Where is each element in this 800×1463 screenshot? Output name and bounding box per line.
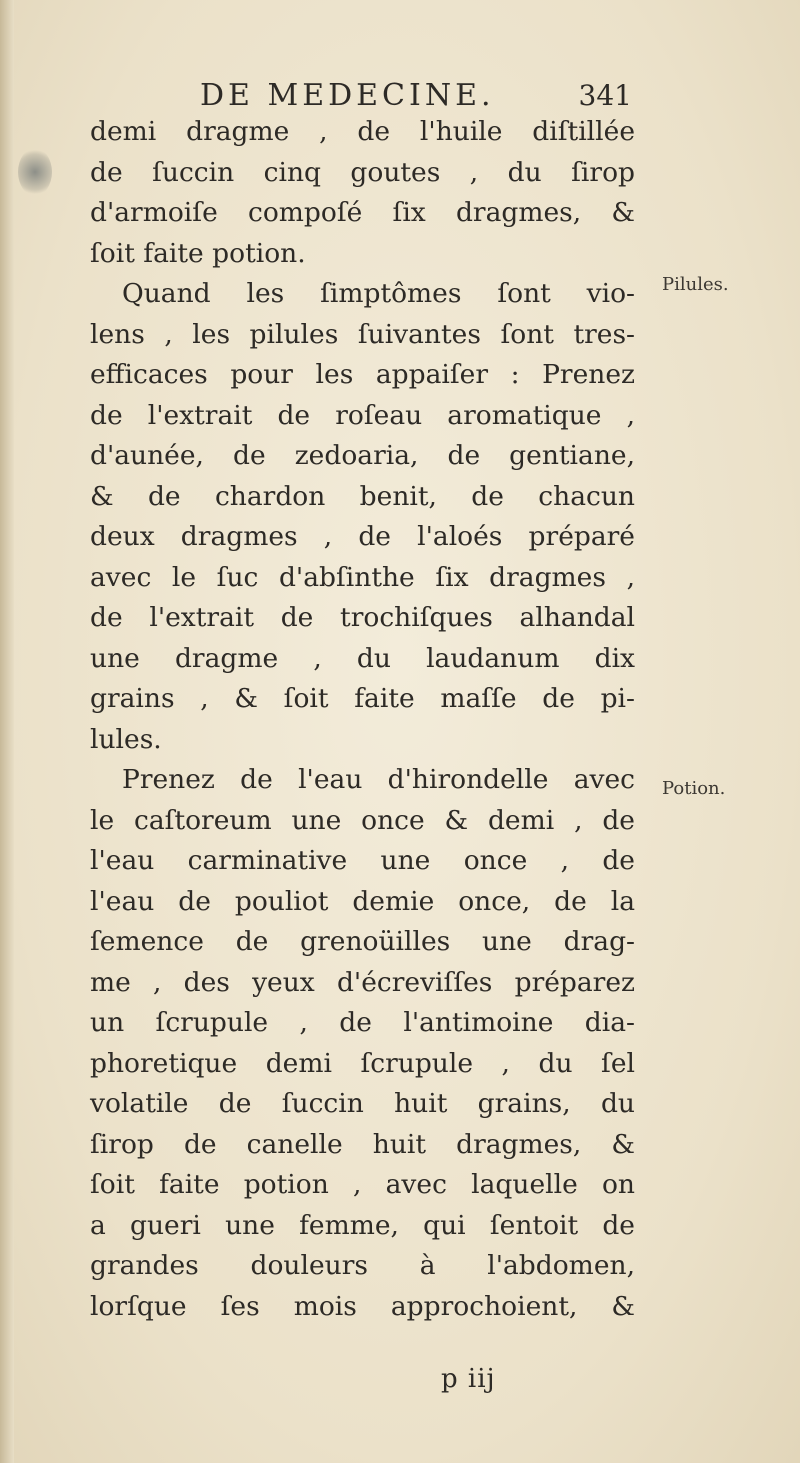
text-line: efficaces pour les appaiſer : Prenez	[90, 359, 635, 390]
text-line: demi dragme , de l'huile diſtillée	[90, 116, 635, 147]
text-line: ſemence de grenoüilles une drag-	[90, 926, 635, 957]
text-line: de l'extrait de roſeau aromatique ,	[90, 399, 635, 431]
running-title: DE MEDECINE.	[200, 78, 495, 113]
text-line: l'eau carminative une once , de	[90, 845, 635, 876]
text-line: Quand les ſimptômes ſont vio-	[122, 278, 635, 309]
text-line: de l'extrait de trochiſques alhandal	[90, 602, 635, 633]
text-line: grains , & ſoit faite maſſe de pi-	[90, 683, 635, 714]
text-line: grandes douleurs à l'abdomen,	[90, 1250, 635, 1281]
margin-note-pilules: Pilules.	[662, 274, 729, 295]
text-line: Prenez de l'eau d'hirondelle avec	[122, 764, 635, 795]
text-line: lules.	[90, 723, 162, 755]
signature-mark: p iij	[441, 1364, 496, 1394]
text-line: un ſcrupule , de l'antimoine dia-	[90, 1007, 635, 1038]
text-line: une dragme , du laudanum dix	[90, 642, 635, 674]
text-line: d'aunée, de zedoaria, de gentiane,	[90, 440, 635, 471]
text-line: a gueri une femme, qui ſentoit de	[90, 1209, 635, 1241]
text-line: lorſque ſes mois approchoient, &	[90, 1290, 635, 1322]
text-line: ſoit faite potion , avec laquelle on	[90, 1169, 635, 1200]
text-line: deux dragmes , de l'aloés préparé	[90, 521, 635, 552]
text-line: ſirop de canelle huit dragmes, &	[90, 1128, 635, 1160]
text-line: le caſtoreum une once & demi , de	[90, 804, 635, 836]
page-body-text	[90, 112, 635, 1327]
text-line: lens , les pilules ſuivantes ſont tres-	[90, 318, 635, 350]
text-line: & de chardon benit, de chacun	[90, 480, 635, 512]
page-gutter	[0, 0, 14, 1463]
text-line: phoretique demi ſcrupule , du ſel	[90, 1047, 635, 1079]
text-line: ſoit faite potion.	[90, 237, 306, 269]
text-line: volatile de ſuccin huit grains, du	[90, 1088, 635, 1119]
text-line: me , des yeux d'écreviſſes préparez	[90, 966, 635, 998]
margin-note-potion: Potion.	[662, 778, 726, 799]
text-line: d'armoiſe compoſé ſix dragmes, &	[90, 197, 635, 228]
paper-stain	[18, 148, 52, 196]
text-line: l'eau de pouliot demie once, de la	[90, 885, 635, 917]
text-line: avec le ſuc d'abſinthe ſix dragmes ,	[90, 561, 635, 593]
page-number: 341	[578, 79, 632, 112]
text-line: de ſuccin cinq goutes , du ſirop	[90, 156, 635, 188]
